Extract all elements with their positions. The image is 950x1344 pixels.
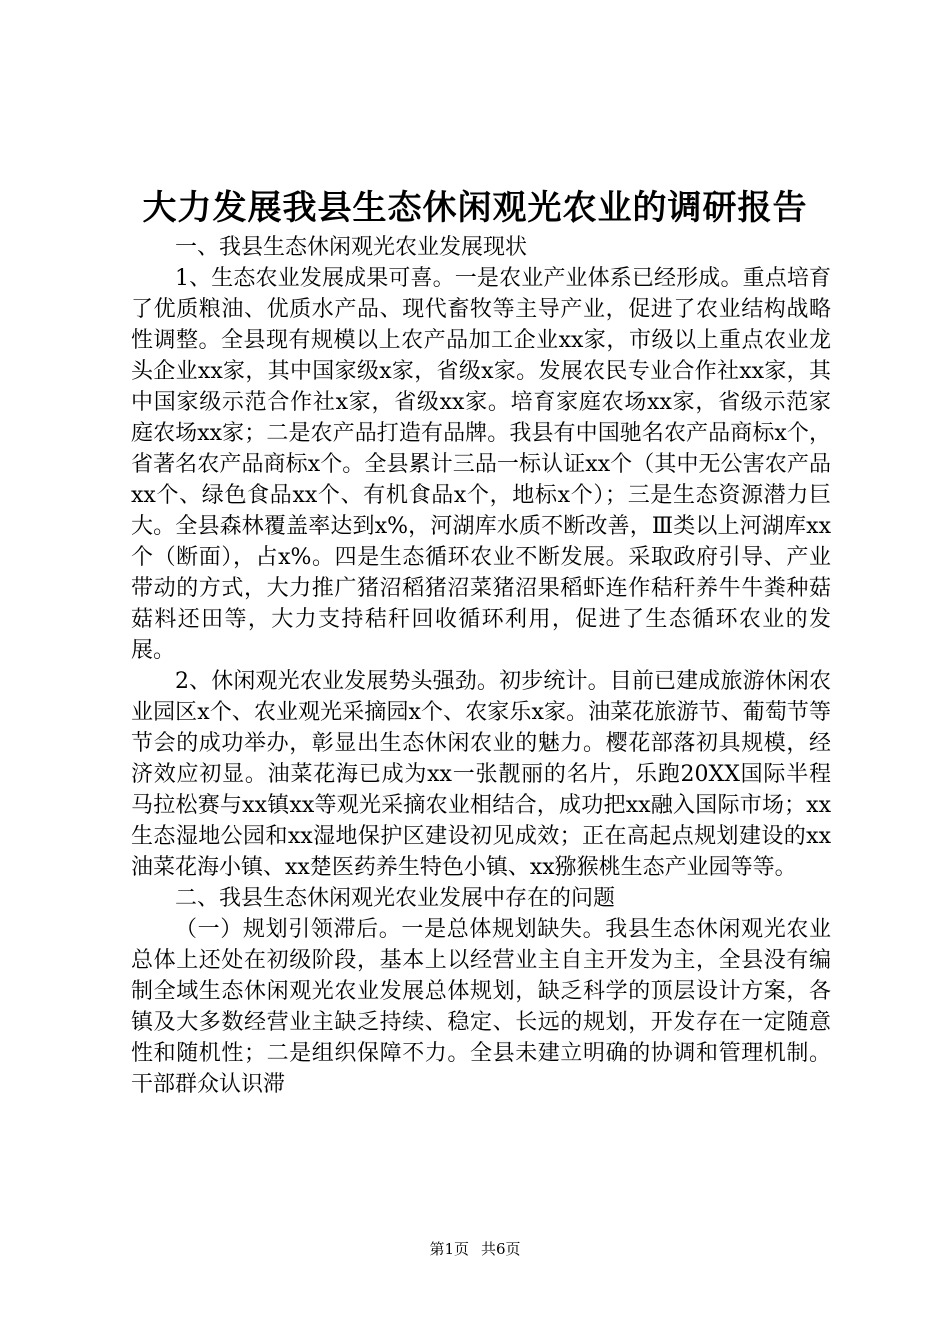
- section-heading-2: 二、我县生态休闲观光农业发展中存在的问题: [175, 886, 616, 911]
- paragraph-planning-issues: （一）规划引领滞后。一是总体规划缺失。我县生态休闲观光农业总体上还处在初级阶段，基本上以经营业主自主开发为主，全县没有编制全域生态休闲观光农业发展总体规划，缺乏科学的顶层设计方案，各镇及大多数经营业主缺乏持续、稳定、长远的规划，开发存在一定随意性和随机性；二是组织保障不力。全县未建立明确的协调和管理机制。干部群众认识滞: [131, 917, 831, 1097]
- page-number: 第1页: [429, 1240, 469, 1258]
- paragraph-ecological-agriculture: 1、生态农业发展成果可喜。一是农业产业体系已经形成。重点培育了优质粮油、优质水产品、现代畜牧等主导产业，促进了农业结构战略性调整。全县现有规模以上农产品加工企业xx家，市级以上重点农业龙头企业xx家，其中国家级x家，省级x家。发展农民专业合作社xx家，其中国家级示范合作社x家，省级xx家。培育家庭农场xx家，省级示范家庭农场xx家；二是农产品打造有品牌。我县有中国驰名农产品商标x个，省著名农产品商标x个。全县累计三品一标认证xx个（其中无公害农产品xx个、绿色食品xx个、有机食品x个，地标x个）；三是生态资源潜力巨大。全县森林覆盖率达到x%，河湖库水质不断改善，Ⅲ类以上河湖库xx个（断面），占x%。四是生态循环农业不断发展。采取政府引导、产业带动的方式，大力推广猪沼稻猪沼菜猪沼果稻虾连作秸秆养牛牛粪种菇菇料还田等，大力支持秸秆回收循环利用，促进了生态循环农业的发展。: [131, 266, 831, 663]
- total-pages: 共6页: [481, 1240, 521, 1258]
- section-heading-1: 一、我县生态休闲观光农业发展现状: [175, 235, 528, 260]
- document-body: [131, 232, 831, 1100]
- page-footer: [0, 1239, 950, 1259]
- paragraph-leisure-agriculture: 2、休闲观光农业发展势头强劲。初步统计。目前已建成旅游休闲农业园区x个、农业观光采摘园x个、农家乐x家。油菜花旅游节、葡萄节等节会的成功举办，彰显出生态休闲农业的魅力。樱花部落初具规模，经济效应初显。油菜花海已成为xx一张靓丽的名片，乐跑20XX国际半程马拉松赛与xx镇xx等观光采摘农业相结合，成功把xx融入国际市场；xx生态湿地公园和xx湿地保护区建设初见成效；正在高起点规划建设的xx油菜花海小镇、xx楚医药养生特色小镇、xx猕猴桃生态产业园等等。: [131, 669, 831, 880]
- document-title: 大力发展我县生态休闲观光农业的调研报告: [142, 188, 808, 228]
